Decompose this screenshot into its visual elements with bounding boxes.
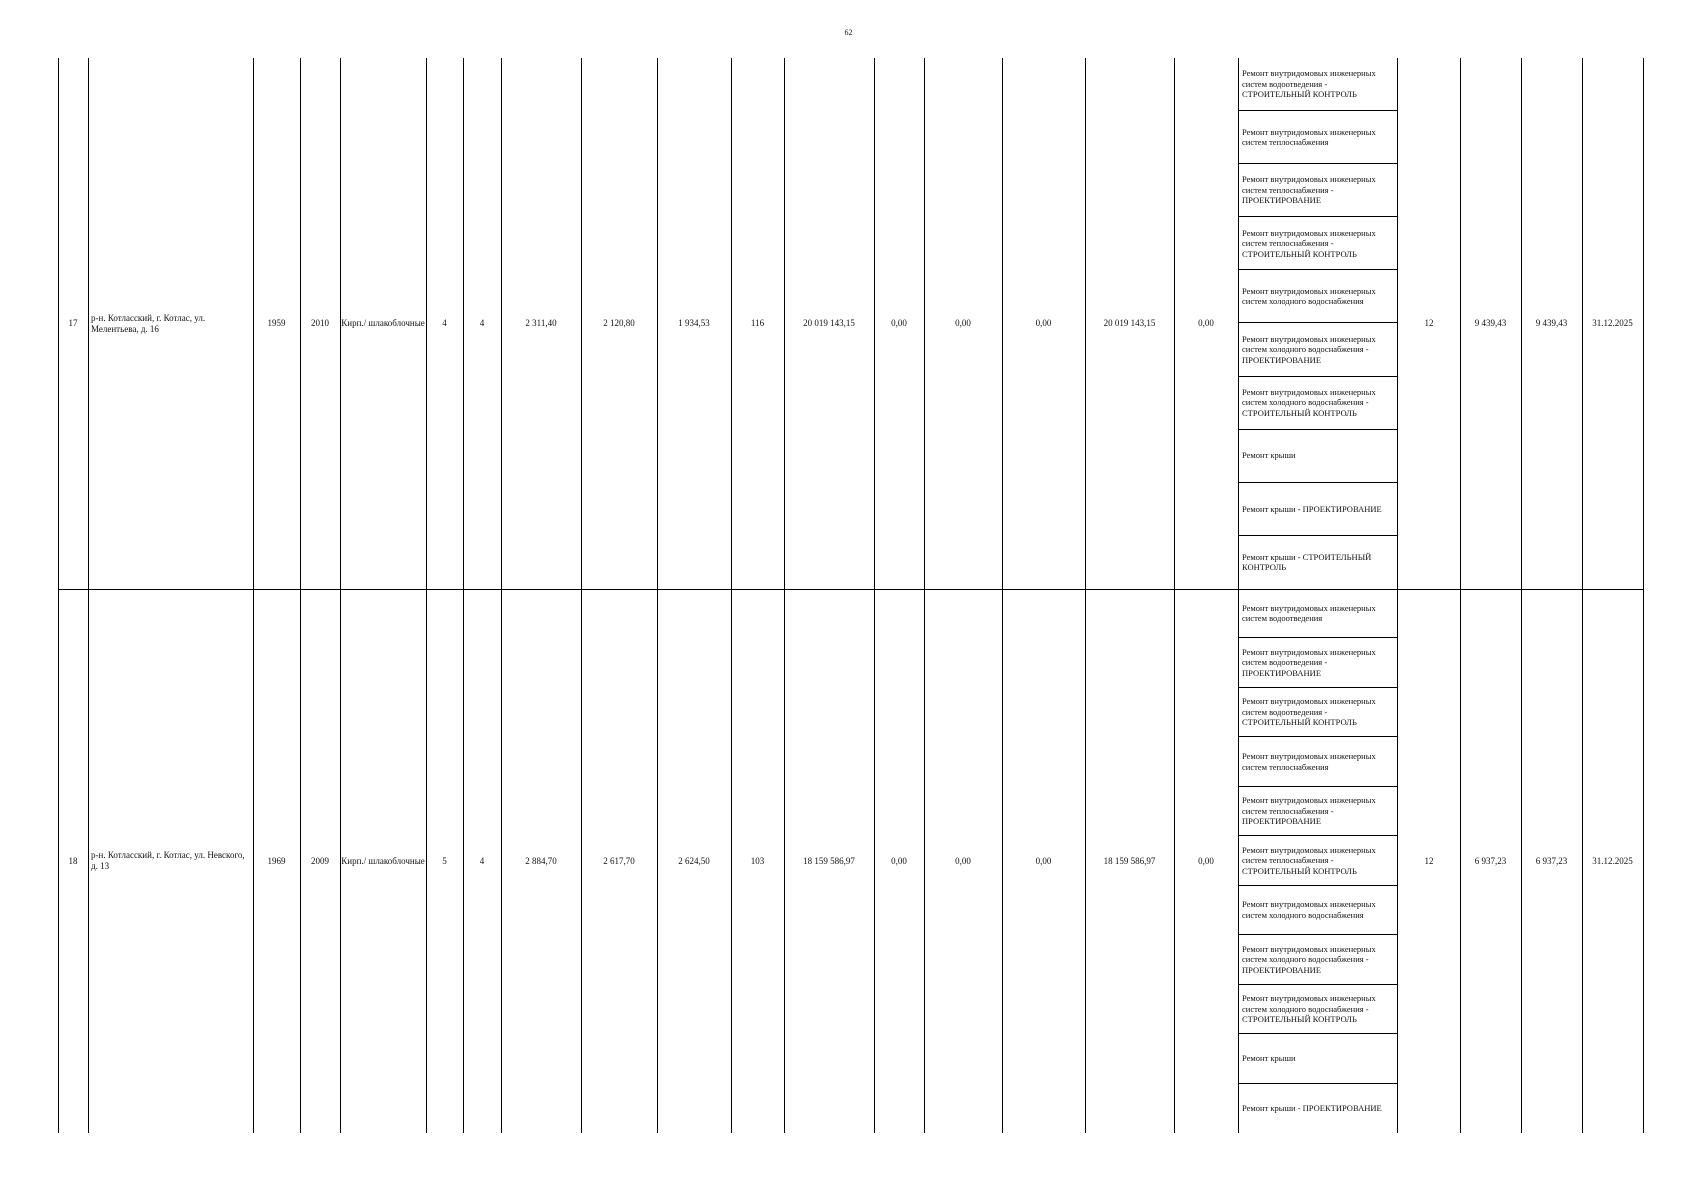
cell-deadline: 31.12.2025	[1592, 855, 1633, 866]
cell-residents: 116	[750, 318, 765, 328]
cell-num: 17	[68, 318, 78, 328]
cell-residents: 103	[750, 855, 765, 866]
cell-total-area: 2 884,70	[525, 855, 557, 866]
cell-fund-other: 0,00	[1198, 318, 1214, 328]
work-item: Ремонт крыши - СТРОИТЕЛЬНЫЙ КОНТРОЛЬ	[1242, 551, 1372, 573]
cell-fund-regional: 0,00	[955, 318, 971, 328]
cell-year-overhaul: 2009	[311, 855, 329, 866]
cell-wall-material: Кирп./ шлакоблочные	[341, 318, 425, 328]
work-item: Ремонт крыши	[1239, 430, 1397, 483]
cell-entrances: 4	[479, 855, 485, 866]
cell-fund-local: 0,00	[1035, 855, 1052, 866]
work-item: Ремонт внутридомовых инженерных систем теплоснабжения - ПРОЕКТИРОВАНИЕ	[1239, 164, 1397, 217]
cell-floors: 4	[442, 318, 447, 328]
cell-area-premises: 2 617,70	[603, 855, 635, 866]
cell-year-built: 1959	[267, 318, 286, 328]
cell-year-built: 1969	[267, 855, 286, 866]
work-item: Ремонт внутридомовых инженерных систем теплоснабжения	[1239, 111, 1397, 164]
cell-cost-total: 20 019 143,15	[803, 318, 855, 328]
work-item: Ремонт внутридомовых инженерных систем холодного водоснабжения - ПРОЕКТИРОВАНИЕ	[1239, 323, 1397, 376]
cell-wall-material: Кирп./ шлакоблочные	[341, 855, 425, 866]
cell-address: р-н. Котласский, г. Котлас, ул. Невского, д. 13	[91, 850, 245, 871]
cell-unit-cost-limit: 9 439,43	[1535, 318, 1568, 328]
cell-fund-federal: 0,00	[891, 318, 907, 328]
work-list	[1238, 58, 1398, 589]
cell-fund-owners: 18 159 586,97	[1103, 855, 1156, 866]
work-item: Ремонт крыши - ПРОЕКТИРОВАНИЕ	[1239, 483, 1397, 536]
cell-total-area: 2 311,40	[525, 318, 557, 328]
cell-floors: 5	[442, 855, 447, 866]
cell-deadline: 31.12.2025	[1592, 318, 1633, 328]
work-item: Ремонт внутридомовых инженерных систем холодного водоснабжения - ПРОЕКТИРОВАНИЕ	[1239, 935, 1397, 984]
cell-area-residential: 2 624,50	[678, 855, 710, 866]
work-item: Ремонт внутридомовых инженерных систем холодного водоснабжения	[1239, 270, 1397, 323]
work-list	[1238, 589, 1398, 1133]
cell-unit-cost: 6 937,23	[1474, 855, 1507, 866]
column-divider	[1643, 58, 1644, 1133]
work-item: Ремонт крыши	[1239, 1034, 1397, 1083]
cell-area-residential: 1 934,53	[678, 318, 710, 328]
work-item: Ремонт внутридомовых инженерных систем водоотведения - СТРОИТЕЛЬНЫЙ КОНТРОЛЬ	[1239, 688, 1397, 737]
cell-area-premises: 2 120,80	[603, 318, 635, 328]
work-item: Ремонт внутридомовых инженерных систем теплоснабжения - СТРОИТЕЛЬНЫЙ КОНТРОЛЬ	[1239, 836, 1397, 885]
work-item: Ремонт внутридомовых инженерных систем холодного водоснабжения - СТРОИТЕЛЬНЫЙ КОНТРОЛЬ	[1239, 985, 1397, 1034]
cell-fund-owners: 20 019 143,15	[1103, 318, 1156, 328]
work-item: Ремонт внутридомовых инженерных систем теплоснабжения - ПРОЕКТИРОВАНИЕ	[1239, 787, 1397, 836]
work-item: Ремонт внутридомовых инженерных систем водоотведения	[1239, 589, 1397, 638]
cell-fund-regional: 0,00	[955, 855, 971, 866]
work-item: Ремонт внутридомовых инженерных систем теплоснабжения - СТРОИТЕЛЬНЫЙ КОНТРОЛЬ	[1239, 217, 1397, 270]
cell-fund-other: 0,00	[1198, 855, 1214, 866]
work-item: Ремонт крыши - ПРОЕКТИРОВАНИЕ	[1242, 1103, 1382, 1113]
work-item: Ремонт внутридомовых инженерных систем водоотведения - СТРОИТЕЛЬНЫЙ КОНТРОЛЬ	[1239, 58, 1397, 111]
cell-months: 12	[1424, 318, 1434, 328]
cell-fund-local: 0,00	[1035, 318, 1052, 328]
cell-entrances: 4	[479, 318, 485, 328]
page-number: 62	[844, 28, 853, 37]
cell-cost-total: 18 159 586,97	[803, 855, 855, 866]
cell-num: 18	[68, 855, 78, 866]
work-item: Ремонт внутридомовых инженерных систем водоотведения - ПРОЕКТИРОВАНИЕ	[1239, 638, 1397, 687]
work-item: Ремонт внутридомовых инженерных систем теплоснабжения	[1239, 737, 1397, 786]
cell-months: 12	[1424, 855, 1434, 866]
cell-unit-cost: 9 439,43	[1474, 318, 1507, 328]
work-item: Ремонт внутридомовых инженерных систем холодного водоснабжения	[1239, 886, 1397, 935]
cell-address: р-н. Котласский, г. Котлас, ул. Мелентьева, д. 16	[91, 312, 206, 334]
cell-unit-cost-limit: 6 937,23	[1535, 855, 1568, 866]
cell-fund-federal: 0,00	[891, 855, 907, 866]
cell-year-overhaul: 2010	[311, 318, 329, 328]
work-item: Ремонт внутридомовых инженерных систем холодного водоснабжения - СТРОИТЕЛЬНЫЙ КОНТРОЛЬ	[1239, 377, 1397, 430]
